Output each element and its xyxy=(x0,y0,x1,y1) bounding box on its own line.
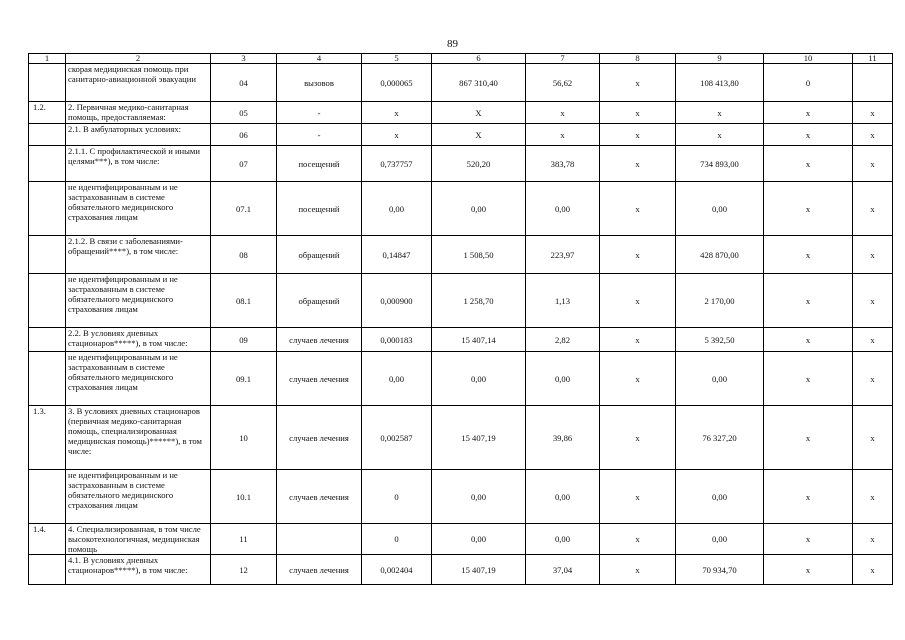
cell-c4: вызовов xyxy=(277,64,362,102)
cell-c9: 734 893,00 xyxy=(676,146,764,182)
cell-c2: скорая медицинская помощь при санитарно-авиационной эвакуации xyxy=(66,64,211,102)
cell-c11: x xyxy=(853,524,893,555)
cell-c1: 1.3. xyxy=(29,406,66,470)
cell-c5: x xyxy=(362,102,432,124)
cell-c5: 0,00 xyxy=(362,352,432,406)
cell-c4: случаев лечения xyxy=(277,352,362,406)
cell-c6: 15 407,14 xyxy=(432,328,526,352)
cell-c6: 0,00 xyxy=(432,182,526,236)
cell-c9: 5 392,50 xyxy=(676,328,764,352)
cell-c10: x xyxy=(764,328,853,352)
cell-c4: случаев лечения xyxy=(277,555,362,585)
cell-c6: 867 310,40 xyxy=(432,64,526,102)
cell-c7: 37,04 xyxy=(526,555,600,585)
cell-c11 xyxy=(853,64,893,102)
cell-c10: x xyxy=(764,555,853,585)
cell-c4: - xyxy=(277,124,362,146)
cell-c11: x xyxy=(853,555,893,585)
cell-c4: случаев лечения xyxy=(277,406,362,470)
cell-c9: 76 327,20 xyxy=(676,406,764,470)
cell-c1: 1.4. xyxy=(29,524,66,555)
cell-c8: x xyxy=(600,102,676,124)
cell-c10: x xyxy=(764,146,853,182)
table-row xyxy=(29,524,893,555)
cell-c2: 3. В условиях дневных стационаров (первичная медико-санитарная помощь, специализированная медицинская помощь)******), в том числе: xyxy=(66,406,211,470)
cell-c4: обращений xyxy=(277,274,362,328)
column-header-11: 11 xyxy=(853,54,893,64)
cell-c4: обращений xyxy=(277,236,362,274)
cell-c11: x xyxy=(853,352,893,406)
cell-c2: не идентифицированным и не застрахованным в системе обязательного медицинского страхования лицам xyxy=(66,352,211,406)
cell-c6: 1 508,50 xyxy=(432,236,526,274)
table-row xyxy=(29,352,893,406)
cell-c5: 0,00 xyxy=(362,182,432,236)
cell-c10: x xyxy=(764,524,853,555)
cell-c10: x xyxy=(764,470,853,524)
column-header-2: 2 xyxy=(66,54,211,64)
cell-c5: 0,000183 xyxy=(362,328,432,352)
table-row xyxy=(29,328,893,352)
cell-c5: 0 xyxy=(362,524,432,555)
cell-c1 xyxy=(29,470,66,524)
column-header-3: 3 xyxy=(211,54,277,64)
cell-c10: 0 xyxy=(764,64,853,102)
cell-c4: случаев лечения xyxy=(277,328,362,352)
cell-c11: x xyxy=(853,182,893,236)
cell-c7: 39,86 xyxy=(526,406,600,470)
cell-c2: 2.1.1. С профилактической и иными целями***), в том числе: xyxy=(66,146,211,182)
cell-c3: 12 xyxy=(211,555,277,585)
cell-c7: 223,97 xyxy=(526,236,600,274)
cell-c1 xyxy=(29,555,66,585)
cell-c1 xyxy=(29,124,66,146)
cell-c9: 0,00 xyxy=(676,470,764,524)
cell-c9: 2 170,00 xyxy=(676,274,764,328)
cell-c8: x xyxy=(600,328,676,352)
cell-c2: 4.1. В условиях дневных стационаров*****), в том числе: xyxy=(66,555,211,585)
cell-c11: x xyxy=(853,274,893,328)
cell-c6: 0,00 xyxy=(432,352,526,406)
cell-c7: 56,62 xyxy=(526,64,600,102)
cell-c9: 0,00 xyxy=(676,524,764,555)
cell-c7: 0,00 xyxy=(526,182,600,236)
cell-c3: 06 xyxy=(211,124,277,146)
column-header-10: 10 xyxy=(764,54,853,64)
column-header-4: 4 xyxy=(277,54,362,64)
cell-c9: 0,00 xyxy=(676,352,764,406)
table-row xyxy=(29,470,893,524)
table-row xyxy=(29,274,893,328)
cell-c3: 11 xyxy=(211,524,277,555)
table-row xyxy=(29,124,893,146)
cell-c3: 10 xyxy=(211,406,277,470)
cell-c6: 15 407,19 xyxy=(432,555,526,585)
cell-c5: x xyxy=(362,124,432,146)
cell-c3: 09 xyxy=(211,328,277,352)
cell-c11: x xyxy=(853,102,893,124)
cell-c1 xyxy=(29,182,66,236)
cell-c9: x xyxy=(676,102,764,124)
cell-c5: 0,000900 xyxy=(362,274,432,328)
cell-c8: x xyxy=(600,274,676,328)
cell-c3: 09.1 xyxy=(211,352,277,406)
table-row xyxy=(29,406,893,470)
cell-c3: 05 xyxy=(211,102,277,124)
cell-c8: x xyxy=(600,470,676,524)
cell-c8: x xyxy=(600,64,676,102)
cell-c10: x xyxy=(764,274,853,328)
column-header-7: 7 xyxy=(526,54,600,64)
table-row xyxy=(29,555,893,585)
cell-c3: 07.1 xyxy=(211,182,277,236)
cell-c7: x xyxy=(526,102,600,124)
cell-c5: 0 xyxy=(362,470,432,524)
table-row xyxy=(29,182,893,236)
cell-c8: x xyxy=(600,182,676,236)
cell-c10: x xyxy=(764,352,853,406)
cell-c6: 0,00 xyxy=(432,470,526,524)
cell-c11: x xyxy=(853,406,893,470)
cell-c6: 1 258,70 xyxy=(432,274,526,328)
cell-c10: x xyxy=(764,182,853,236)
cell-c5: 0,737757 xyxy=(362,146,432,182)
cell-c7: 1,13 xyxy=(526,274,600,328)
cell-c2: не идентифицированным и не застрахованным в системе обязательного медицинского страхования лицам xyxy=(66,470,211,524)
cell-c4: случаев лечения xyxy=(277,470,362,524)
cell-c11: x xyxy=(853,236,893,274)
column-header-1: 1 xyxy=(29,54,66,64)
table-row xyxy=(29,64,893,102)
cell-c10: x xyxy=(764,236,853,274)
cell-c7: 0,00 xyxy=(526,470,600,524)
cell-c6: 0,00 xyxy=(432,524,526,555)
column-header-9: 9 xyxy=(676,54,764,64)
cell-c9: 0,00 xyxy=(676,182,764,236)
cell-c10: x xyxy=(764,406,853,470)
cell-c1 xyxy=(29,328,66,352)
cell-c8: x xyxy=(600,524,676,555)
cell-c1 xyxy=(29,146,66,182)
cell-c5: 0,14847 xyxy=(362,236,432,274)
cell-c11: x xyxy=(853,146,893,182)
cell-c1 xyxy=(29,274,66,328)
table-row xyxy=(29,102,893,124)
cell-c1 xyxy=(29,64,66,102)
cell-c1: 1.2. xyxy=(29,102,66,124)
cell-c2: не идентифицированным и не застрахованным в системе обязательного медицинского страхования лицам xyxy=(66,274,211,328)
column-header-8: 8 xyxy=(600,54,676,64)
cell-c5: 0,002404 xyxy=(362,555,432,585)
cell-c2: 2.1. В амбулаторных условиях: xyxy=(66,124,211,146)
cell-c2: 2.2. В условиях дневных стационаров*****), в том числе: xyxy=(66,328,211,352)
table-row xyxy=(29,146,893,182)
cell-c3: 10.1 xyxy=(211,470,277,524)
cell-c3: 07 xyxy=(211,146,277,182)
cell-c6: X xyxy=(432,124,526,146)
cell-c8: x xyxy=(600,146,676,182)
cell-c2: 2.1.2. В связи с заболеваниями-обращений****), в том числе: xyxy=(66,236,211,274)
cell-c7: 0,00 xyxy=(526,524,600,555)
cell-c7: 0,00 xyxy=(526,352,600,406)
cell-c5: 0,002587 xyxy=(362,406,432,470)
cell-c11: x xyxy=(853,328,893,352)
cell-c8: x xyxy=(600,555,676,585)
cell-c5: 0,000065 xyxy=(362,64,432,102)
table-header-row xyxy=(29,54,893,64)
cell-c6: 520,20 xyxy=(432,146,526,182)
cell-c11: x xyxy=(853,470,893,524)
cell-c4: посещений xyxy=(277,182,362,236)
cell-c11: x xyxy=(853,124,893,146)
cell-c4 xyxy=(277,524,362,555)
cell-c3: 04 xyxy=(211,64,277,102)
cell-c9: 70 934,70 xyxy=(676,555,764,585)
page-number: 89 xyxy=(447,38,458,50)
cell-c10: x xyxy=(764,102,853,124)
cell-c9: 108 413,80 xyxy=(676,64,764,102)
cell-c4: посещений xyxy=(277,146,362,182)
cell-c7: 383,78 xyxy=(526,146,600,182)
table-row xyxy=(29,236,893,274)
document-table xyxy=(28,53,893,585)
cell-c10: x xyxy=(764,124,853,146)
cell-c6: X xyxy=(432,102,526,124)
cell-c2: не идентифицированным и не застрахованным в системе обязательного медицинского страхования лицам xyxy=(66,182,211,236)
cell-c1 xyxy=(29,236,66,274)
column-header-6: 6 xyxy=(432,54,526,64)
cell-c2: 4. Специализированная, в том числе высокотехнологичная, медицинская помощь xyxy=(66,524,211,555)
cell-c1 xyxy=(29,352,66,406)
column-header-5: 5 xyxy=(362,54,432,64)
cell-c7: x xyxy=(526,124,600,146)
cell-c8: x xyxy=(600,406,676,470)
cell-c3: 08.1 xyxy=(211,274,277,328)
cell-c8: x xyxy=(600,236,676,274)
cell-c2: 2. Первичная медико-санитарная помощь, предоставляемая: xyxy=(66,102,211,124)
cell-c9: x xyxy=(676,124,764,146)
cell-c6: 15 407,19 xyxy=(432,406,526,470)
table-body xyxy=(29,64,893,585)
cell-c7: 2,82 xyxy=(526,328,600,352)
cell-c4: - xyxy=(277,102,362,124)
cell-c9: 428 870,00 xyxy=(676,236,764,274)
cell-c3: 08 xyxy=(211,236,277,274)
cell-c8: x xyxy=(600,124,676,146)
cell-c8: x xyxy=(600,352,676,406)
